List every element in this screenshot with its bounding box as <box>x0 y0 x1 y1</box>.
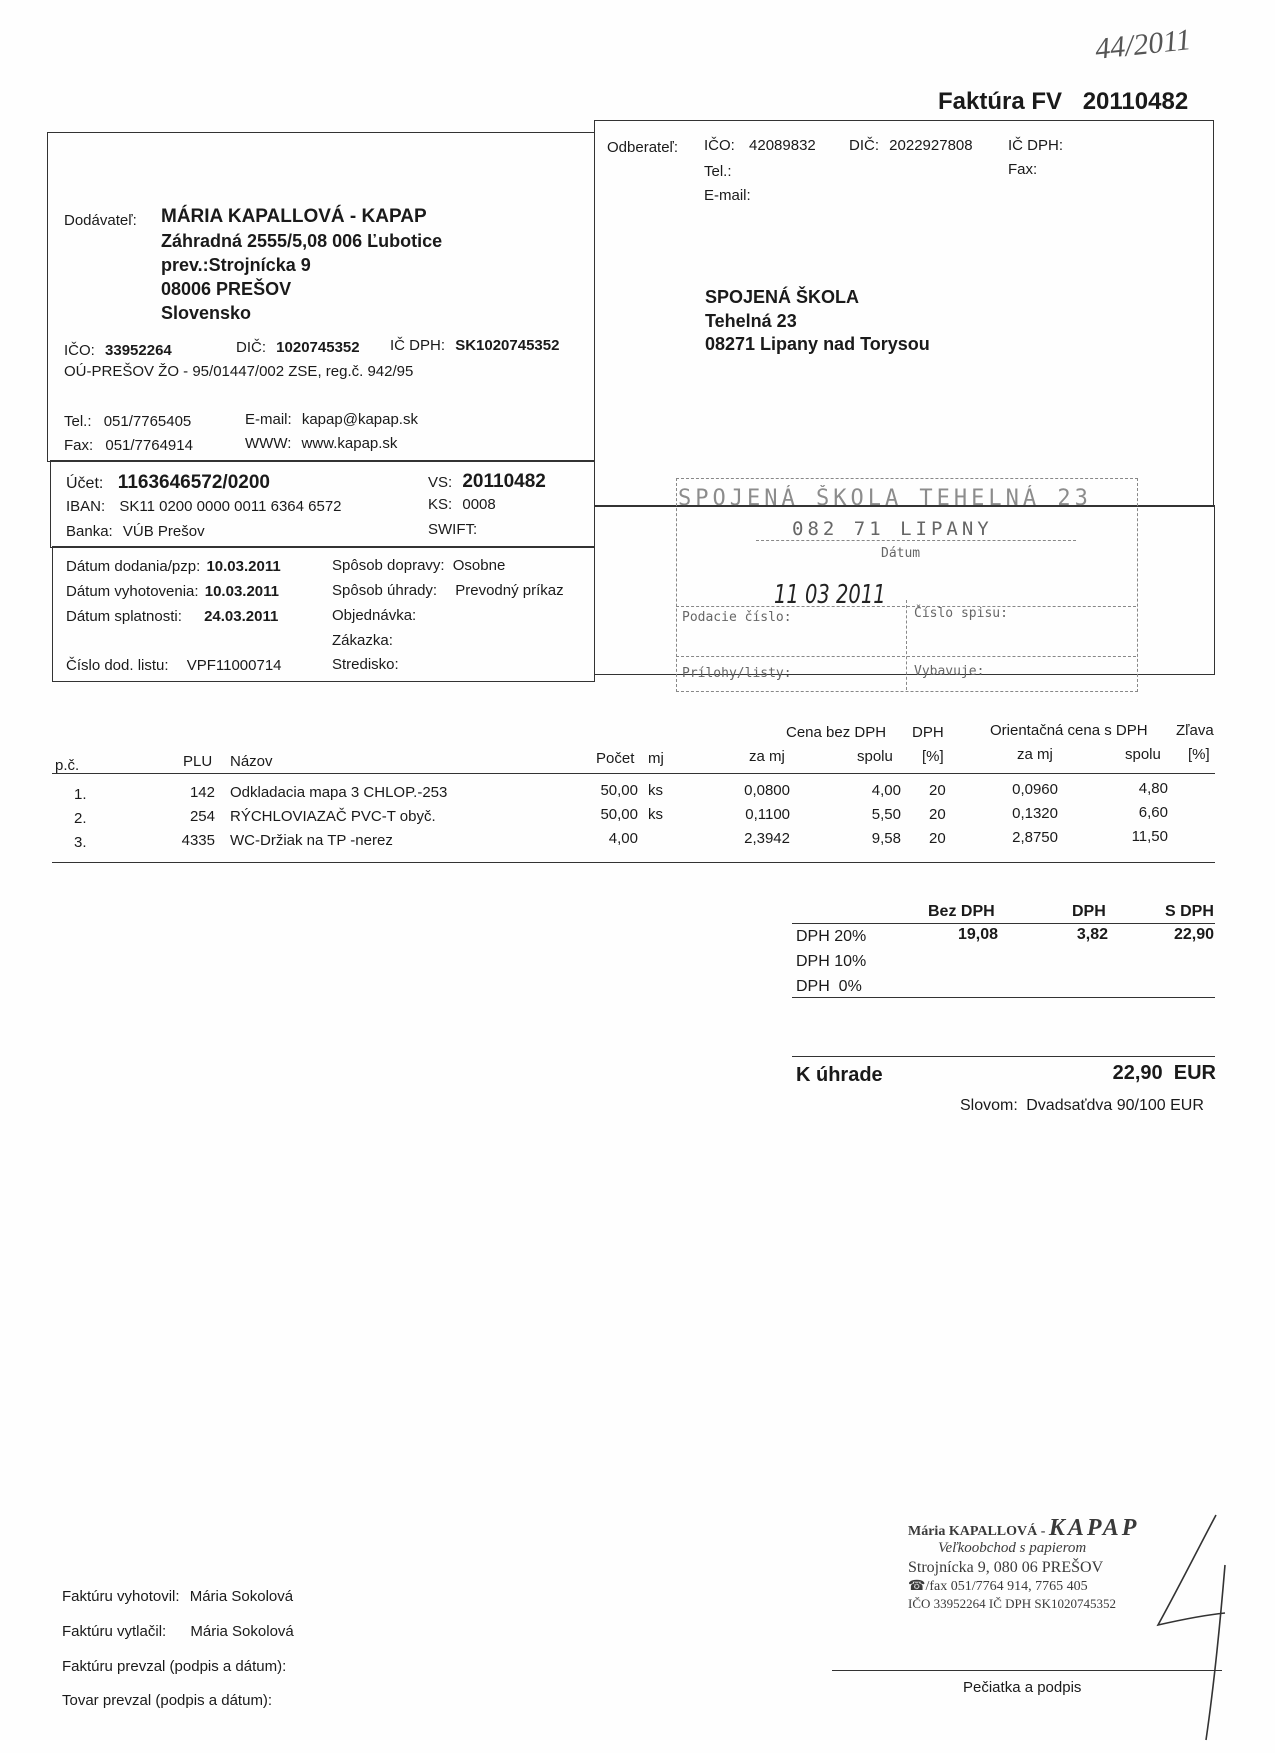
vat-hdr-s: S DPH <box>1165 903 1214 920</box>
receipt-stamp-podacie: Podacie číslo: <box>682 610 792 625</box>
hdr-pocet: Počet <box>596 750 635 767</box>
hdr-spolu: spolu <box>857 748 893 765</box>
table-row: 1. 142 Odkladacia mapa 3 CHLOP.-253 50,00 ks 0,0800 4,00 20 0,0960 4,80 <box>74 780 1168 803</box>
supplier-tel: Tel.: 051/7765405 <box>64 413 192 430</box>
hdr-spolu2: spolu <box>1125 746 1161 763</box>
vat-hdr-dph: DPH <box>1072 903 1106 920</box>
supplier-email: E-mail: kapap@kapap.sk <box>245 411 418 428</box>
signature-line <box>832 1670 1222 1671</box>
supplier-icdph: IČ DPH: SK1020745352 <box>390 337 560 354</box>
customer-ico: IČO: 42089832 <box>704 137 816 154</box>
company-stamp-line2: Veľkoobchod s papierom <box>938 1540 1087 1556</box>
invoice-title <box>938 88 1188 116</box>
supplier-www: WWW: www.kapap.sk <box>245 435 398 452</box>
supplier-street: Záhradná 2555/5,08 006 Ľubotice <box>161 231 443 251</box>
supplier-city: 08006 PREŠOV <box>161 279 292 299</box>
customer-box <box>594 120 1214 507</box>
vat-bottom-rule <box>792 997 1215 998</box>
hdr-za-mj2: za mj <box>1017 746 1053 763</box>
bank-ks: KS: 0008 <box>428 496 496 513</box>
company-stamp-line3: Strojnícka 9, 080 06 PREŠOV <box>908 1559 1104 1576</box>
receipt-stamp <box>676 478 1136 690</box>
receipt-stamp-date: 11 03 2011 <box>774 580 886 610</box>
vat-row: DPH 20% 19,08 3,82 22,90 <box>796 926 1214 945</box>
hdr-pct: [%] <box>922 748 944 765</box>
supplier-register: OÚ-PREŠOV ŽO - 95/01447/002 ZSE, reg.č. 942/95 <box>64 363 414 380</box>
footer-peciatka: Pečiatka a podpis <box>963 1679 1082 1696</box>
vat-hdr-bez: Bez DPH <box>928 903 995 920</box>
items-top-rule <box>52 773 1215 774</box>
hdr-zlava: Zľava <box>1176 722 1214 739</box>
customer-icdph: IČ DPH: <box>1008 137 1064 154</box>
bank-swift: SWIFT: <box>428 521 478 538</box>
customer-label: Odberateľ: <box>607 139 679 156</box>
uhrada: Spôsob úhrady: Prevodný príkaz <box>332 582 564 599</box>
supplier-email-link[interactable]: kapap@kapap.sk <box>301 411 418 428</box>
receipt-stamp-datum-label: Dátum <box>881 546 921 561</box>
footer-vyhotovil: Faktúru vyhotovil: Mária Sokolová <box>62 1588 294 1605</box>
bank-iban: IBAN: SK11 0200 0000 0011 6364 6572 <box>66 498 342 515</box>
hdr-mj: mj <box>648 750 664 767</box>
receipt-stamp-divider <box>756 540 1076 541</box>
customer-tel: Tel.: <box>704 163 732 180</box>
signature-drawing <box>1150 1505 1240 1745</box>
vat-row: DPH 10% <box>796 953 867 970</box>
hdr-orient: Orientačná cena s DPH <box>990 722 1148 739</box>
date-dodania: Dátum dodania/pzp: 10.03.2011 <box>66 558 281 575</box>
company-stamp <box>908 1515 1188 1612</box>
company-stamp-line1: Mária KAPALLOVÁ - KAPAP <box>908 1515 1140 1541</box>
receipt-stamp-row-line-2 <box>676 656 1136 657</box>
date-vyhotovenia: Dátum vyhotovenia: 10.03.2011 <box>66 583 279 600</box>
supplier-ico: IČO: 33952264 <box>64 342 172 359</box>
supplier-name: MÁRIA KAPALLOVÁ - KAPAP <box>161 206 427 227</box>
customer-street: Tehelná 23 <box>705 311 797 331</box>
receipt-stamp-col-line <box>906 600 907 690</box>
table-row: 2. 254 RÝCHLOVIAZAČ PVC-T obyč. 50,00 ks 0,1100 5,50 20 0,1320 6,60 <box>74 804 1168 827</box>
bank-banka: Banka: VÚB Prešov <box>66 523 205 540</box>
hdr-cena-bez: Cena bez DPH <box>786 724 887 741</box>
receipt-stamp-spisu: Číslo spisu: <box>914 606 1008 621</box>
customer-fax: Fax: <box>1008 161 1038 178</box>
supplier-prev: prev.:Strojnícka 9 <box>161 255 311 275</box>
hdr-nazov: Názov <box>230 753 273 770</box>
supplier-country: Slovensko <box>161 303 252 323</box>
bank-ucet: Účet: 1163646572/0200 <box>66 472 270 493</box>
footer-vytlacil: Faktúru vytlačil: Mária Sokolová <box>62 1623 294 1640</box>
zakazka: Zákazka: <box>332 632 393 649</box>
receipt-stamp-city: 082 71 LIPANY <box>792 518 993 540</box>
total-slovom: Slovom: Dvadsaťdva 90/100 EUR <box>960 1097 1204 1114</box>
total-label: K úhrade <box>796 1064 883 1086</box>
receipt-stamp-prilohy: Prílohy/listy: <box>682 666 792 681</box>
supplier-label: Dodávateľ: <box>64 212 137 229</box>
receipt-stamp-school: SPOJENÁ ŠKOLA TEHELNÁ 23 <box>678 486 1092 511</box>
total-value: 22,90 EUR <box>1112 1062 1216 1084</box>
objednavka: Objednávka: <box>332 607 417 624</box>
supplier-dic: DIČ: 1020745352 <box>236 339 360 356</box>
vat-top-rule <box>792 923 1215 924</box>
customer-name: SPOJENÁ ŠKOLA <box>705 287 860 307</box>
supplier-www-link[interactable]: www.kapap.sk <box>301 435 398 452</box>
customer-dic: DIČ: 2022927808 <box>849 137 973 154</box>
invoice-number: 20110482 <box>1082 88 1189 115</box>
dod-list: Číslo dod. listu: VPF11000714 <box>66 657 282 674</box>
table-row: 3. 4335 WC-Držiak na TP -nerez 4,00 2,3942 9,58 20 2,8750 11,50 <box>74 828 1168 851</box>
bank-vs: VS: 20110482 <box>428 471 546 492</box>
handwritten-reference: 44/2011 <box>1093 23 1193 66</box>
vat-row: DPH 0% <box>796 978 862 995</box>
date-splatnosti: Dátum splatnosti: 24.03.2011 <box>66 608 279 625</box>
total-rule <box>792 1056 1215 1057</box>
footer-tovar: Tovar prevzal (podpis a dátum): <box>62 1692 273 1709</box>
company-stamp-line5: IČO 33952264 IČ DPH SK1020745352 <box>908 1596 1117 1611</box>
items-bottom-rule <box>52 862 1215 863</box>
footer-prevzal: Faktúru prevzal (podpis a dátum): <box>62 1658 287 1675</box>
doprava: Spôsob dopravy: Osobne <box>332 557 506 574</box>
receipt-stamp-vybavuje: Vybavuje: <box>914 664 985 679</box>
hdr-pc: p.č. <box>55 757 80 774</box>
company-stamp-line4: ☎/fax 051/7764 914, 7765 405 <box>908 1579 1088 1594</box>
hdr-pct2: [%] <box>1188 746 1210 763</box>
hdr-za-mj: za mj <box>749 748 785 765</box>
invoice-title-label: Faktúra FV <box>938 88 1063 115</box>
customer-email: E-mail: <box>704 187 751 204</box>
hdr-dph: DPH <box>912 724 944 741</box>
supplier-fax: Fax: 051/7764914 <box>64 437 193 454</box>
customer-city: 08271 Lipany nad Torysou <box>705 334 930 354</box>
hdr-plu: PLU <box>183 753 213 770</box>
stredisko: Stredisko: <box>332 656 399 673</box>
